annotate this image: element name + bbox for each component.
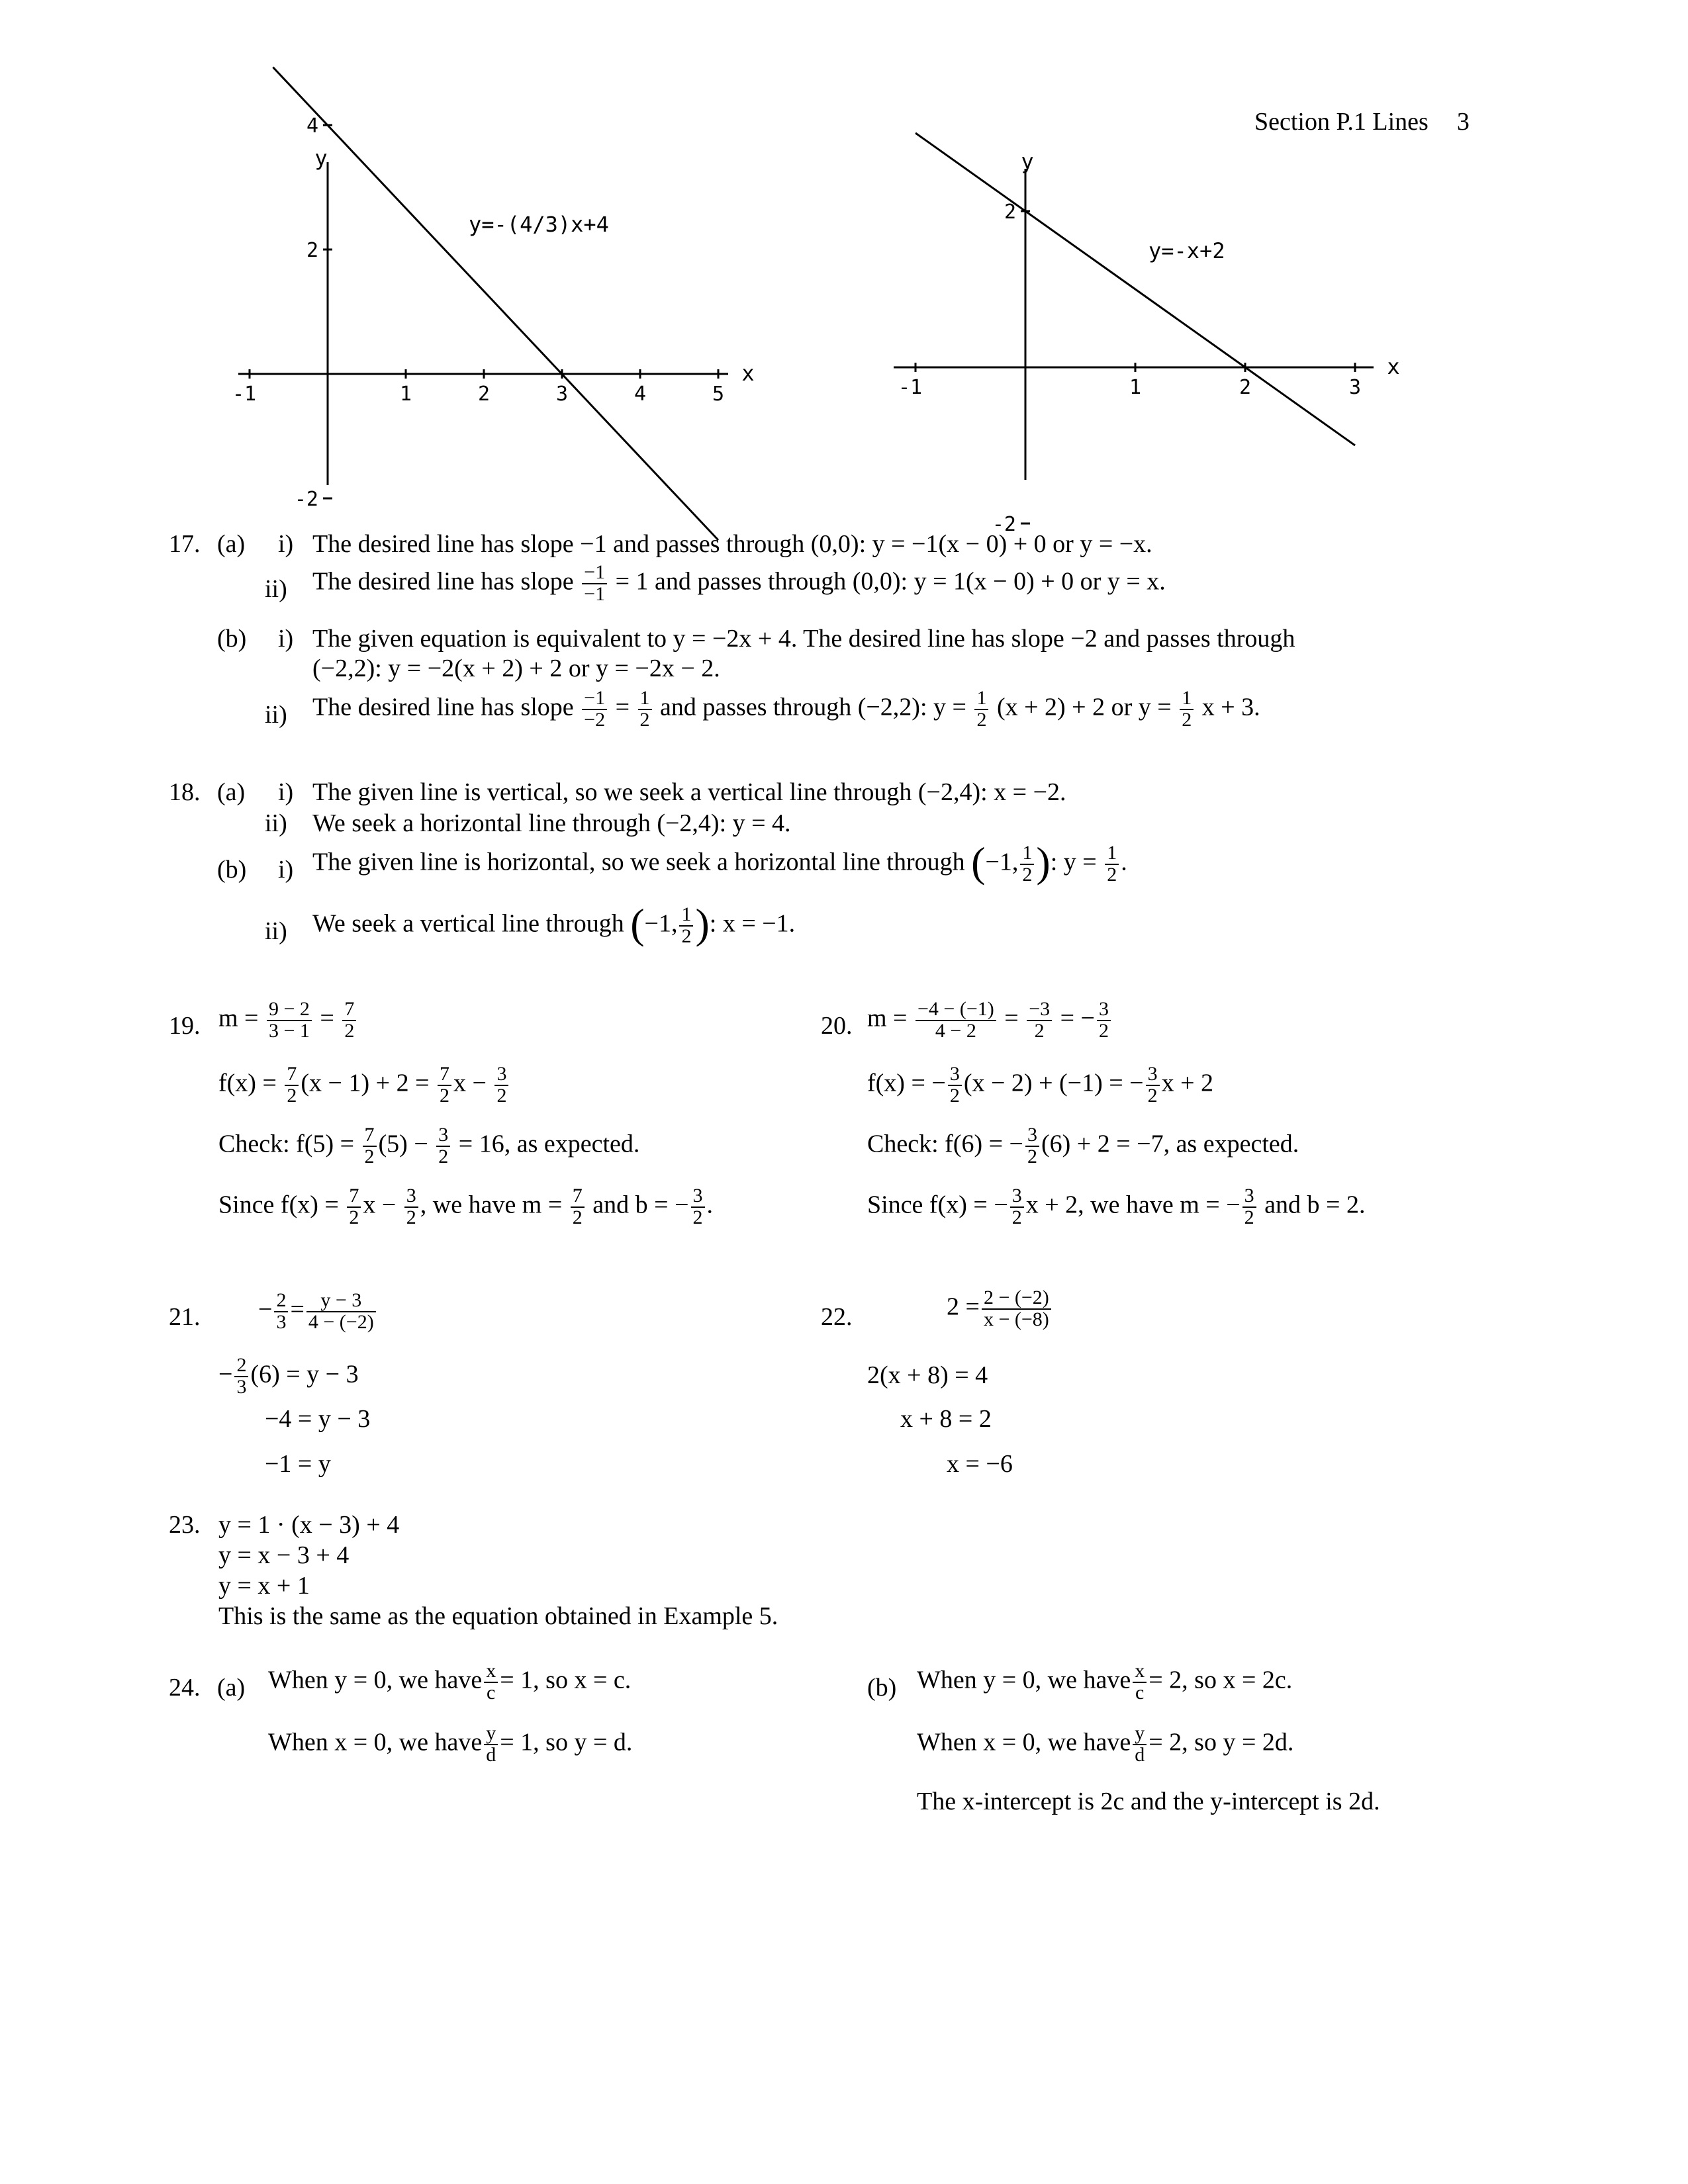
problem-17b-label: (b) xyxy=(217,625,247,653)
problem-23-line2: y = x − 3 + 4 xyxy=(218,1541,350,1569)
problem-24a-line2: When x = 0, we have $\frac{y}{d}$ = 1, so y = d. xyxy=(268,1722,633,1766)
fraction: $\frac{1}{2}$ xyxy=(1180,688,1194,730)
problem-19-function: f(x) = $\frac{7}{2}$ (x − 1) + 2 = $\frac{7}{2}$ x − $\frac{3}{2}$ xyxy=(218,1064,510,1106)
problem-17b-ii-label: ii) xyxy=(265,701,287,729)
x-tick-label: 3 xyxy=(555,383,569,406)
x-tick-label: 4 xyxy=(633,383,647,406)
problem-24a-line1: When y = 0, we have $\frac{x}{c}$ = 1, so x = c. xyxy=(268,1660,632,1704)
y-axis-label: y xyxy=(314,146,328,171)
x-tick-label: 1 xyxy=(399,383,412,406)
problem-17-num: 17. xyxy=(169,530,201,558)
problem-20-function: f(x) = − $\frac{3}{2}$ (x − 2) + (−1) = − $\frac{3}{2}$ x + 2 xyxy=(867,1063,1214,1107)
problem-20-check: Check: f(6) = − $\frac{3}{2}$ (6) + 2 = −7, as expected. xyxy=(867,1124,1299,1167)
x-axis-label: x xyxy=(741,361,755,386)
problem-23-num: 23. xyxy=(169,1511,201,1539)
problem-24-num: 24. xyxy=(169,1674,201,1702)
x-tick-label: 3 xyxy=(1348,376,1362,399)
problem-18a-i-label: i) xyxy=(278,778,294,806)
problem-23-line1: y = 1 · (x − 3) + 4 xyxy=(218,1511,400,1539)
problem-18a-ii: We seek a horizontal line through (−2,4): y = 4. xyxy=(312,809,791,837)
problem-22-line1: 2 = $\frac{2 - (-2)}{x - (-8)}$ xyxy=(947,1288,1053,1330)
problem-17b-ii: The desired line has slope $\frac{-1}{-2}$ = $\frac{1}{2}$ and passes through (−2,2): y = $\frac{1}{2}$ (x + 2) + 2 or y = $\frac{1}{2}$ x + 3. xyxy=(312,687,1260,731)
page-number: 3 xyxy=(1456,108,1470,136)
graph-line-1 xyxy=(225,114,781,511)
problem-19-num: 19. xyxy=(169,1012,201,1040)
problem-17a-ii-label: ii) xyxy=(265,575,287,603)
y-tick-label: -2 xyxy=(294,488,318,511)
problem-22-line3: x + 8 = 2 xyxy=(900,1405,992,1433)
problem-24b-line3: The x-intercept is 2c and the y-intercept is 2d. xyxy=(917,1788,1380,1815)
problem-18-num: 18. xyxy=(169,778,201,806)
problem-21-num: 21. xyxy=(169,1303,201,1331)
problem-20-num: 20. xyxy=(821,1012,853,1040)
x-tick-label: -1 xyxy=(232,383,257,406)
problem-22-line4: x = −6 xyxy=(947,1450,1013,1478)
problem-21-line2: − $\frac{2}{3}$ (6) = y − 3 xyxy=(218,1354,359,1398)
problem-17a-ii: The desired line has slope $\frac{-1}{-1}$ = 1 and passes through (0,0): y = 1(x − 0) + 0 or y = x. xyxy=(312,561,1166,605)
problem-18b-ii-label: ii) xyxy=(265,917,287,945)
problem-20-since: Since f(x) = − $\frac{3}{2}$ x + 2, we have m = − $\frac{3}{2}$ and b = 2. xyxy=(867,1185,1366,1228)
problem-19-since: Since f(x) = $\frac{7}{2}$ x − $\frac{3}{2}$ , we have m = $\frac{7}{2}$ and b = − $\frac{3}{2}$ . xyxy=(218,1185,714,1228)
problem-24b-label: (b) xyxy=(867,1674,897,1702)
x-tick-label: -1 xyxy=(898,376,923,399)
problem-17a-i: The desired line has slope −1 and passes through (0,0): y = −1(x − 0) + 0 or y = −x. xyxy=(312,530,1152,558)
fraction: $\frac{-1}{-2}$ xyxy=(582,688,607,730)
problem-22-line2: 2(x + 8) = 4 xyxy=(867,1361,988,1389)
fraction: $\frac{1}{2}$ xyxy=(638,688,652,730)
problem-18b-ii: We seek a vertical line through (−1, $\frac{1}{2}$ ): x = −1. xyxy=(312,899,796,947)
running-header xyxy=(1254,107,1470,136)
problem-17b-i-label: i) xyxy=(278,625,294,653)
problem-21-line1: − $\frac{2}{3}$ = $\frac{y - 3}{4 - (-2)}$ xyxy=(258,1291,378,1332)
fraction: $\frac{1}{2}$ xyxy=(679,905,693,946)
problem-18a-label: (a) xyxy=(217,778,246,806)
problem-22-num: 22. xyxy=(821,1303,853,1331)
problem-21-line4: −1 = y xyxy=(265,1450,331,1478)
problem-24a-label: (a) xyxy=(217,1674,246,1702)
graph-1-equation: y=-(4/3)x+4 xyxy=(469,212,609,237)
problem-23-line3: y = x + 1 xyxy=(218,1572,310,1600)
y-axis-label: y xyxy=(1021,149,1034,174)
fraction: $\frac{1}{2}$ xyxy=(1105,843,1119,885)
graph-2-equation: y=-x+2 xyxy=(1149,238,1225,263)
x-tick-label: 2 xyxy=(477,383,491,406)
x-tick-label: 1 xyxy=(1129,376,1142,399)
problem-17a-label: (a) xyxy=(217,530,246,558)
fraction: $\frac{1}{2}$ xyxy=(974,688,988,730)
y-tick-label: 2 xyxy=(306,239,318,262)
fraction: $\frac{-1}{-1}$ xyxy=(582,563,607,604)
problem-18b-i-label: i) xyxy=(278,856,294,884)
problem-18b-i: The given line is horizontal, so we seek a horizontal line through (−1, $\frac{1}{2}$ ): y = $\frac{1}{2}$ . xyxy=(312,838,1127,886)
problem-19-slope: m = $\frac{9 - 2}{3 - 1}$ = $\frac{7}{2}$ xyxy=(218,999,358,1041)
fraction: $\frac{1}{2}$ xyxy=(1020,843,1034,885)
problem-23-line4: This is the same as the equation obtained in Example 5. xyxy=(218,1602,778,1630)
problem-17b-i-line1: The given equation is equivalent to y = −2x + 4. The desired line has slope −2 and passes through xyxy=(312,625,1295,653)
x-tick-label: 2 xyxy=(1239,376,1252,399)
graph-line-2 xyxy=(880,139,1423,536)
problem-21-line3: −4 = y − 3 xyxy=(265,1405,371,1433)
y-tick-label: 2 xyxy=(1004,201,1016,224)
graph-1-line xyxy=(273,68,718,540)
x-tick-label: 5 xyxy=(712,383,725,406)
x-axis-label: x xyxy=(1387,354,1400,379)
y-tick-label: -2 xyxy=(992,513,1016,536)
problem-19-check: Check: f(5) = $\frac{7}{2}$ (5) − $\frac{3}{2}$ = 16, as expected. xyxy=(218,1124,640,1167)
y-tick-label: 4 xyxy=(306,114,318,138)
problem-20-slope: m = $\frac{-4 - (-1)}{4 - 2}$ = $\frac{-3}{2}$ = − $\frac{3}{2}$ xyxy=(867,999,1113,1041)
problem-24b-line2: When x = 0, we have $\frac{y}{d}$ = 2, so y = 2d. xyxy=(917,1722,1294,1766)
problem-17a-i-label: i) xyxy=(278,530,294,558)
problem-18a-ii-label: ii) xyxy=(265,809,287,837)
problem-24b-line1: When y = 0, we have $\frac{x}{c}$ = 2, so x = 2c. xyxy=(917,1660,1293,1704)
problem-17b-i-line2: (−2,2): y = −2(x + 2) + 2 or y = −2x − 2. xyxy=(312,655,720,682)
section-title: Section P.1 Lines xyxy=(1254,108,1429,136)
problem-18a-i: The given line is vertical, so we seek a vertical line through (−2,4): x = −2. xyxy=(312,778,1066,806)
problem-18b-label: (b) xyxy=(217,856,247,884)
